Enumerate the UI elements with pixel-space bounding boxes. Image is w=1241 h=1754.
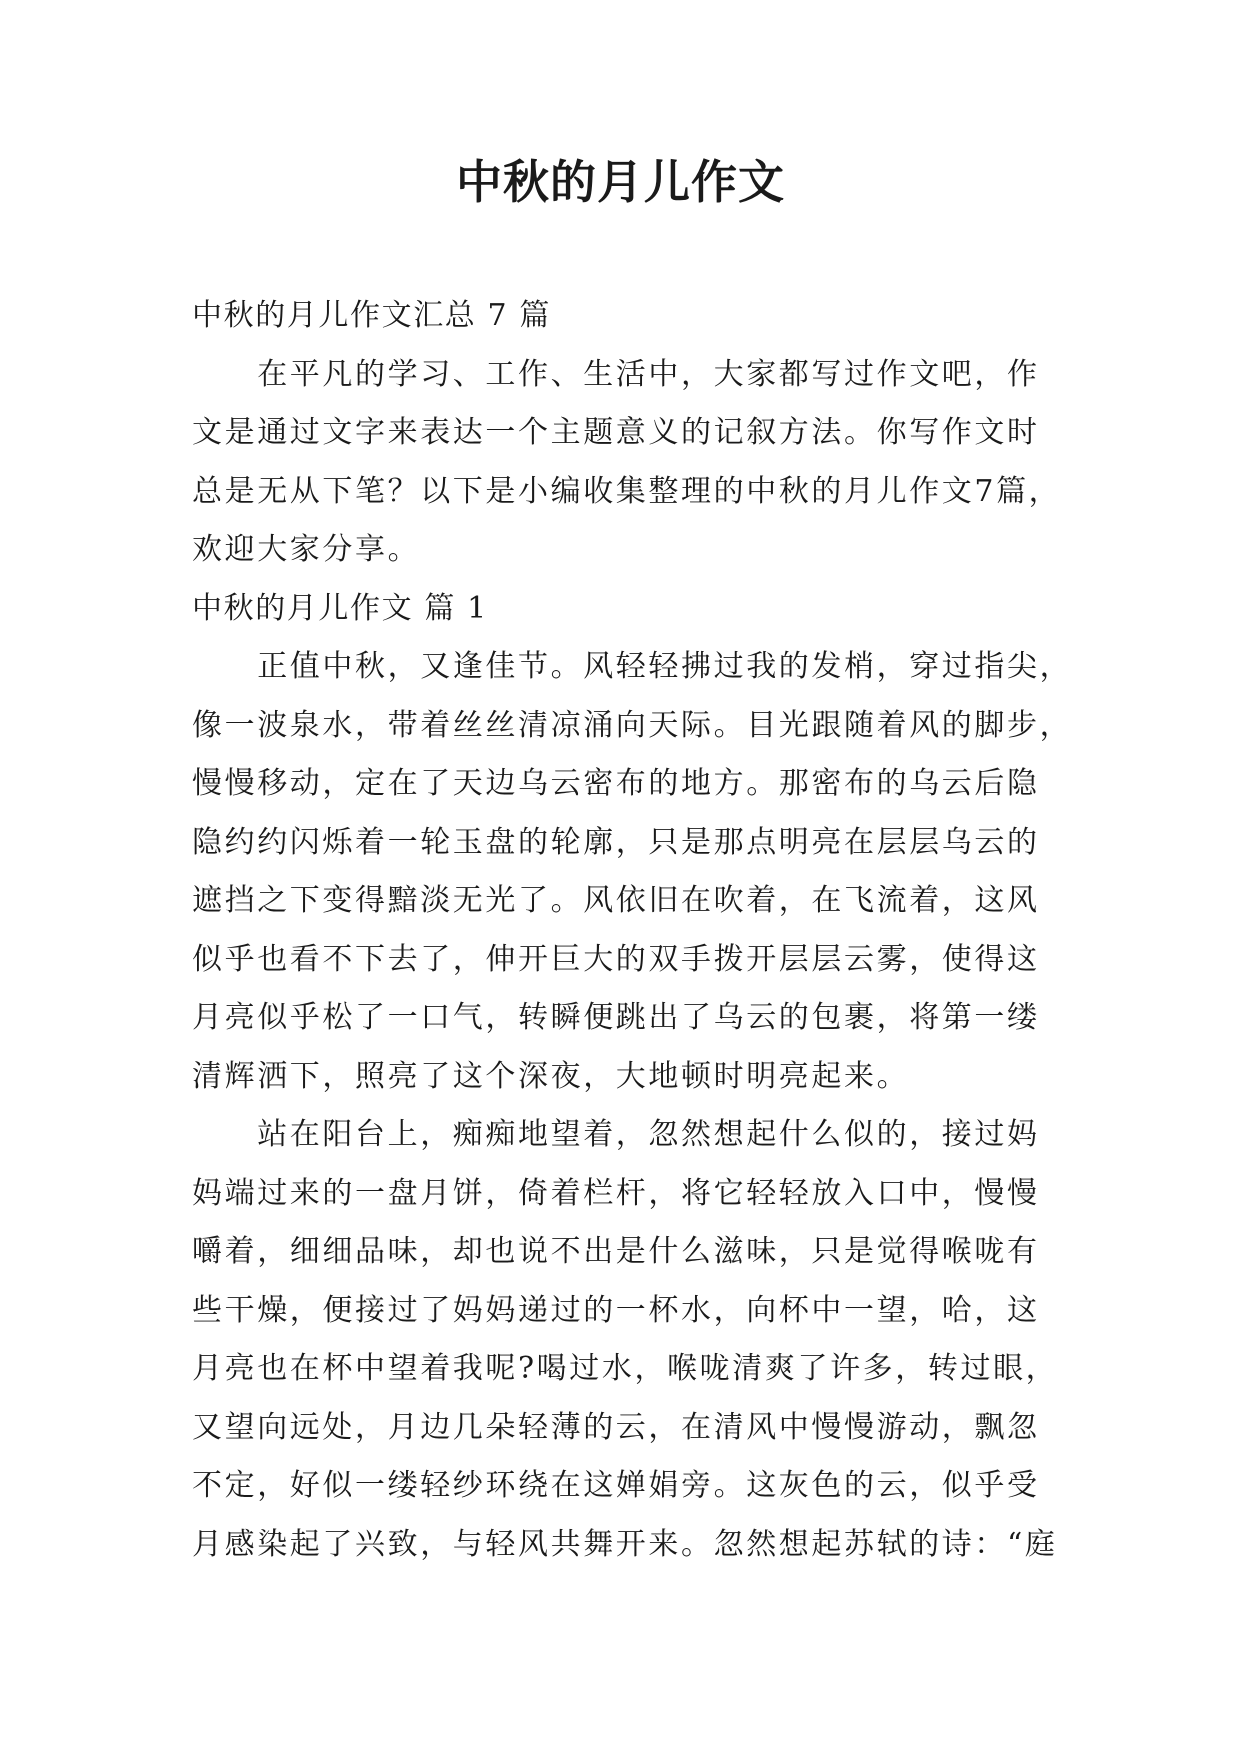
section-heading: 中秋的月儿作文 篇 1 [192,590,488,626]
paragraph-line: 嚼着，细细品味，却也说不出是什么滋味，只是觉得喉咙有 [192,1234,1040,1269]
paragraph-line: 又望向远处，月边几朵轻薄的云，在清风中慢慢游动，飘忽 [192,1409,1040,1445]
paragraph-line: 慢慢移动，定在了天边乌云密布的地方。那密布的乌云后隐 [192,766,1040,801]
document-title: 中秋的月儿作文 [456,155,785,209]
paragraph-line: 站在阳台上，痴痴地望着，忽然想起什么似的，接过妈 [192,1117,1040,1152]
paragraph-line: 像一波泉水，带着丝丝清凉涌向天际。目光跟随着风的脚步， [192,707,1073,743]
paragraph-line: 似乎也看不下去了，伸开巨大的双手拨开层层云雾，使得这 [192,941,1040,977]
paragraph-line: 遮挡之下变得黯淡无光了。风依旧在吹着，在飞流着，这风 [192,883,1040,918]
paragraph-line: 月感染起了兴致，与轻风共舞开来。忽然想起苏轼的诗：“庭 [192,1526,1058,1562]
intro-line: 文是通过文字来表达一个主题意义的记叙方法。你写作文时 [192,415,1040,450]
document-body [192,287,1073,1574]
intro-line: 总是无从下笔？以下是小编收集整理的中秋的月儿作文7篇， [192,473,1062,509]
paragraph-line: 月亮似乎松了一口气，转瞬便跳出了乌云的包裹，将第一缕 [192,1000,1040,1035]
paragraph-line: 月亮也在杯中望着我呢?喝过水，喉咙清爽了许多，转过眼， [192,1351,1059,1386]
paragraph-line: 不定，好似一缕轻纱环绕在这婵娟旁。这灰色的云，似乎受 [192,1468,1040,1503]
intro-line: 在平凡的学习、工作、生活中，大家都写过作文吧，作 [192,356,1040,392]
paragraph-line: 正值中秋，又逢佳节。风轻轻拂过我的发梢，穿过指尖， [192,649,1073,684]
paragraph-line: 些干燥，便接过了妈妈递过的一杯水，向杯中一望，哈，这 [192,1292,1040,1328]
subtitle-line: 中秋的月儿作文汇总 7 篇 [192,298,551,333]
paragraph-line: 清辉洒下，照亮了这个深夜，大地顿时明亮起来。 [192,1058,910,1094]
intro-line: 欢迎大家分享。 [192,532,421,567]
paragraph-line: 妈端过来的一盘月饼，倚着栏杆，将它轻轻放入口中，慢慢 [192,1175,1040,1211]
paragraph-line: 隐约约闪烁着一轮玉盘的轮廓，只是那点明亮在层层乌云的 [192,824,1040,860]
